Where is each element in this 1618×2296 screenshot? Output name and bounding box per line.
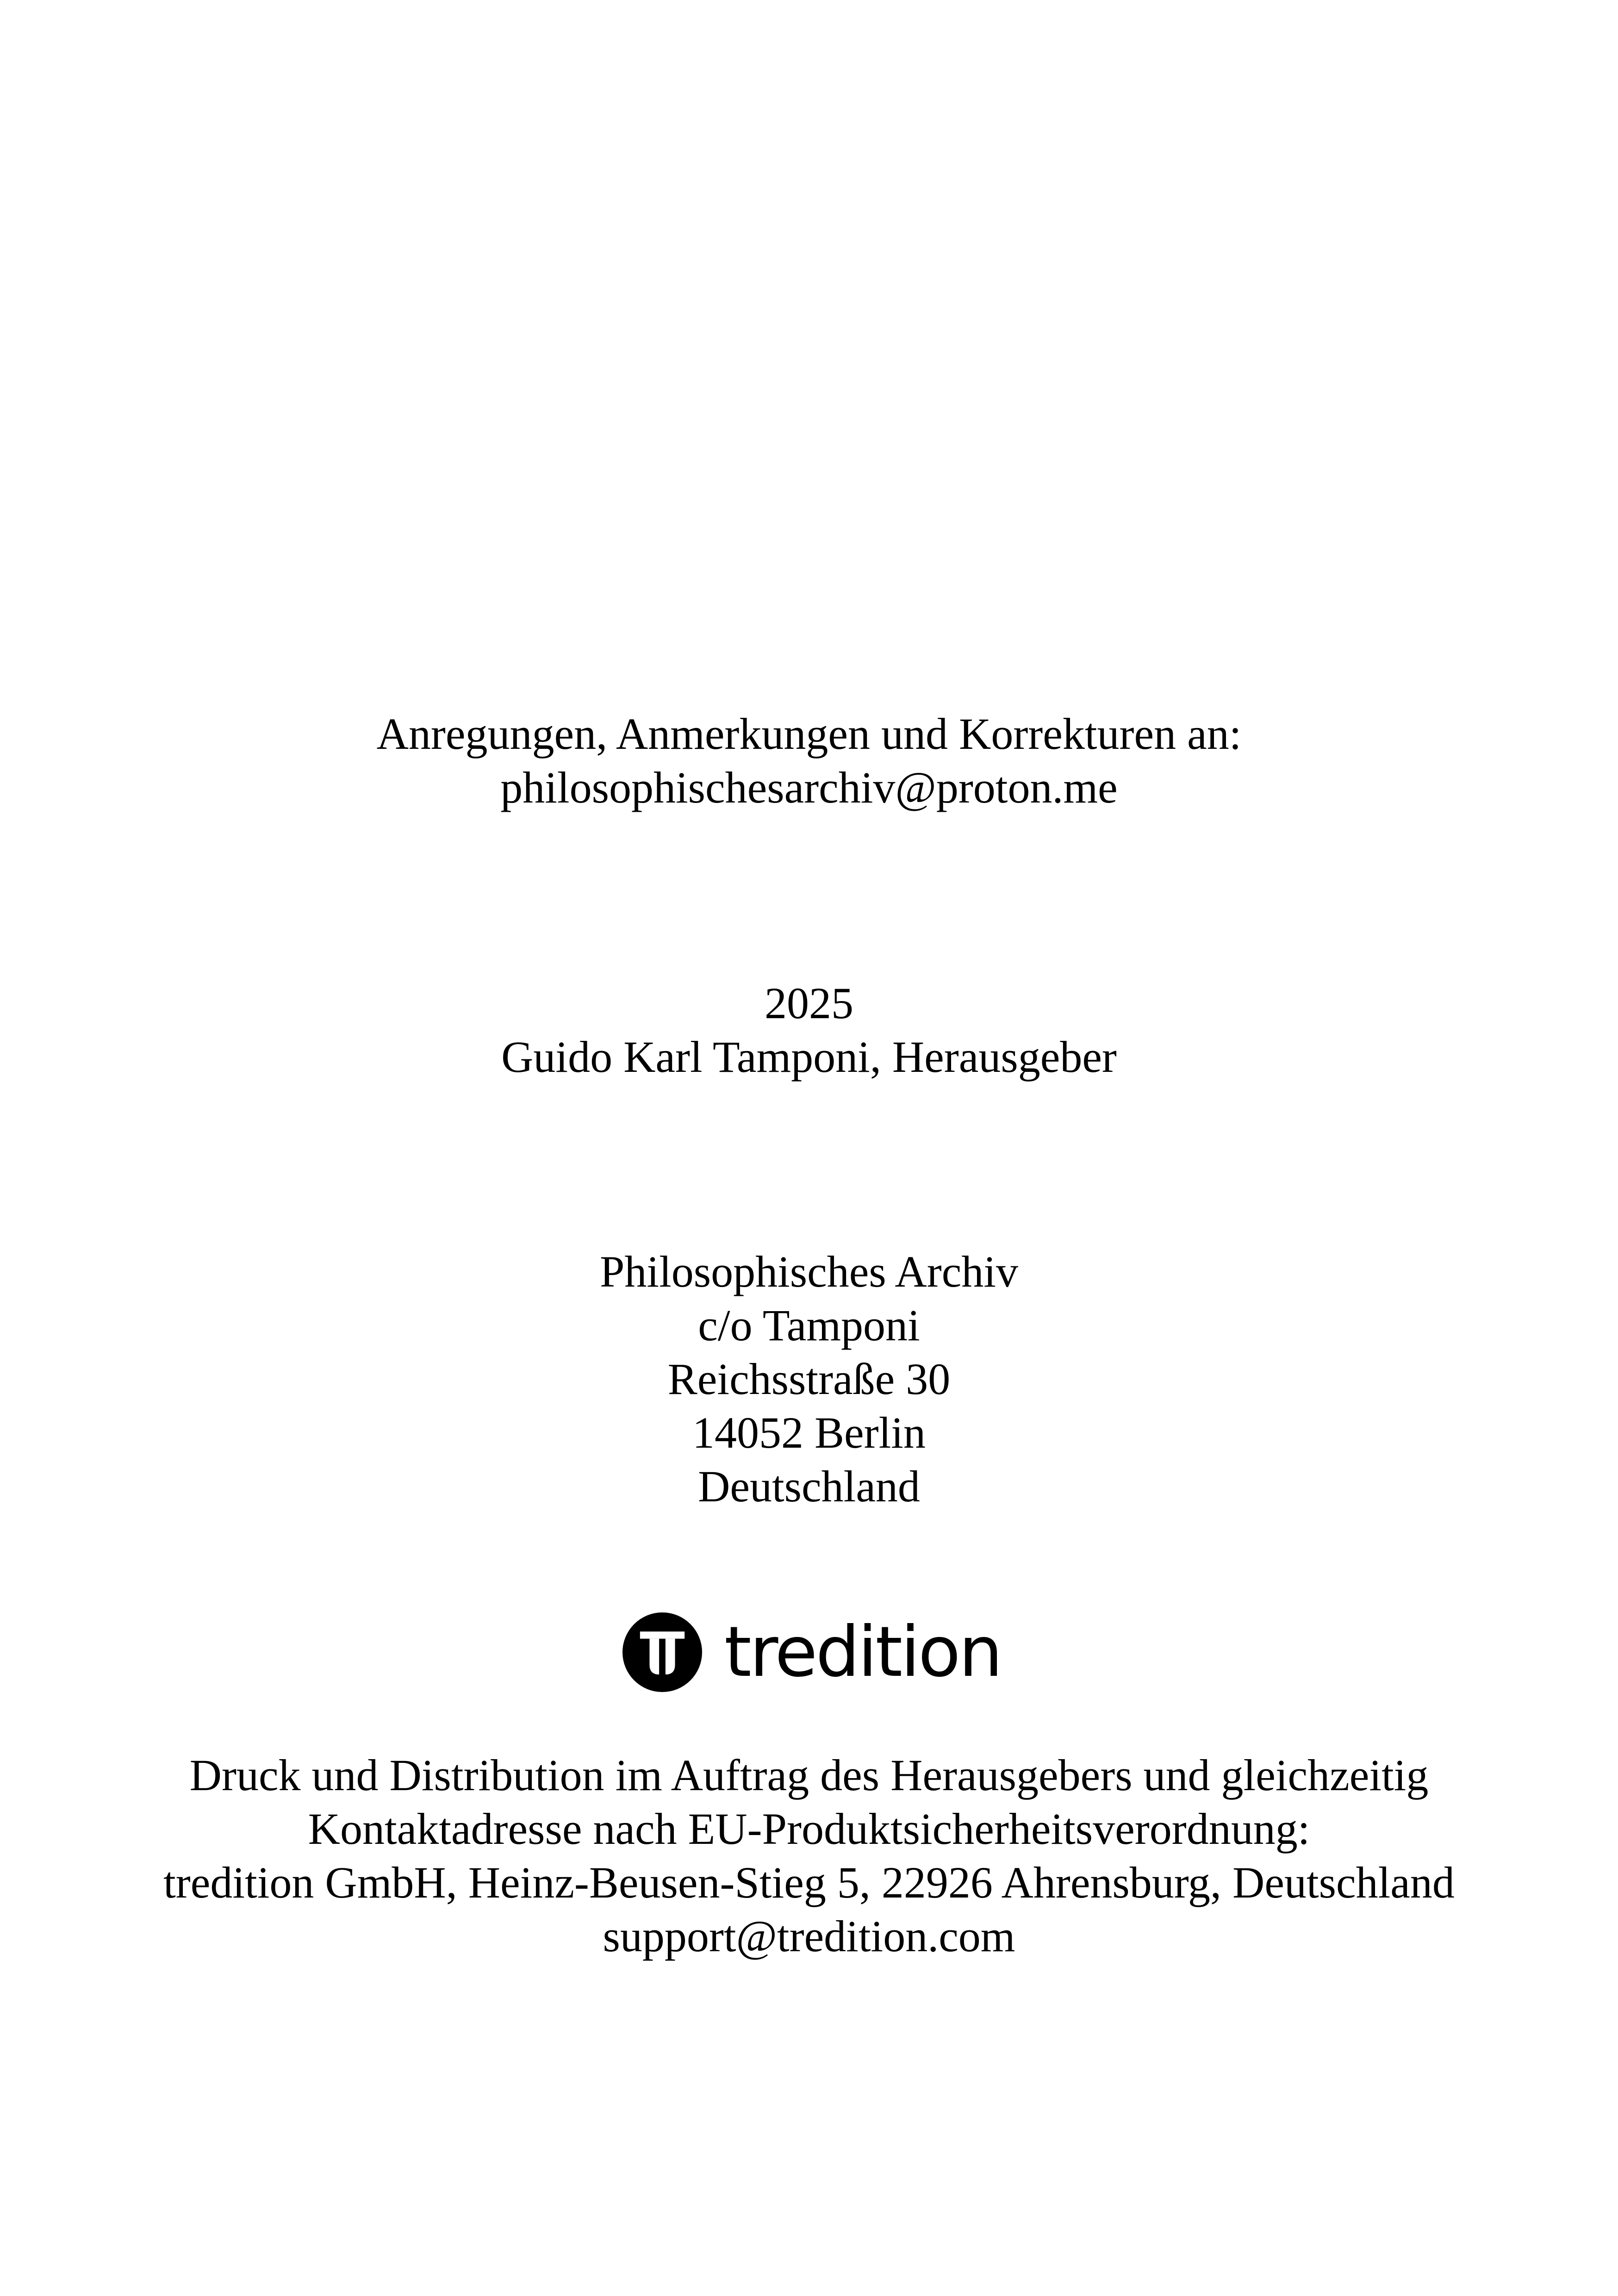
contact-invitation-text: Anregungen, Anmerkungen und Korrekturen an: [376, 709, 1242, 759]
address-care-of: c/o Tamponi [698, 1300, 920, 1350]
distribution-text-line-1: Druck und Distribution im Auftrag des Herausgebers und gleichzeitig [189, 1750, 1429, 1800]
tredition-logo-icon [622, 1612, 702, 1692]
distribution-address: tredition GmbH, Heinz-Beusen-Stieg 5, 22926 Ahrensburg, Deutschland [163, 1858, 1455, 1907]
editor-block [0, 977, 1618, 1084]
contact-block [0, 707, 1618, 815]
publication-year: 2025 [765, 978, 853, 1028]
publisher-logo [622, 1611, 1001, 1694]
distribution-block [0, 1748, 1618, 1963]
editor-name: Guido Karl Tamponi, Herausgeber [501, 1032, 1117, 1082]
distribution-text-line-2: Kontaktadresse nach EU-Produktsicherheitsverordnung: [308, 1804, 1310, 1854]
tredition-wordmark: tredition [724, 1612, 1001, 1692]
address-street: Reichsstraße 30 [667, 1354, 951, 1404]
support-email[interactable]: support@tredition.com [603, 1911, 1015, 1961]
contact-email[interactable]: philosophischesarchiv@proton.me [500, 763, 1118, 812]
address-country: Deutschland [698, 1462, 920, 1511]
address-block [0, 1245, 1618, 1513]
address-organization: Philosophisches Archiv [600, 1247, 1018, 1296]
address-city: 14052 Berlin [692, 1408, 926, 1457]
